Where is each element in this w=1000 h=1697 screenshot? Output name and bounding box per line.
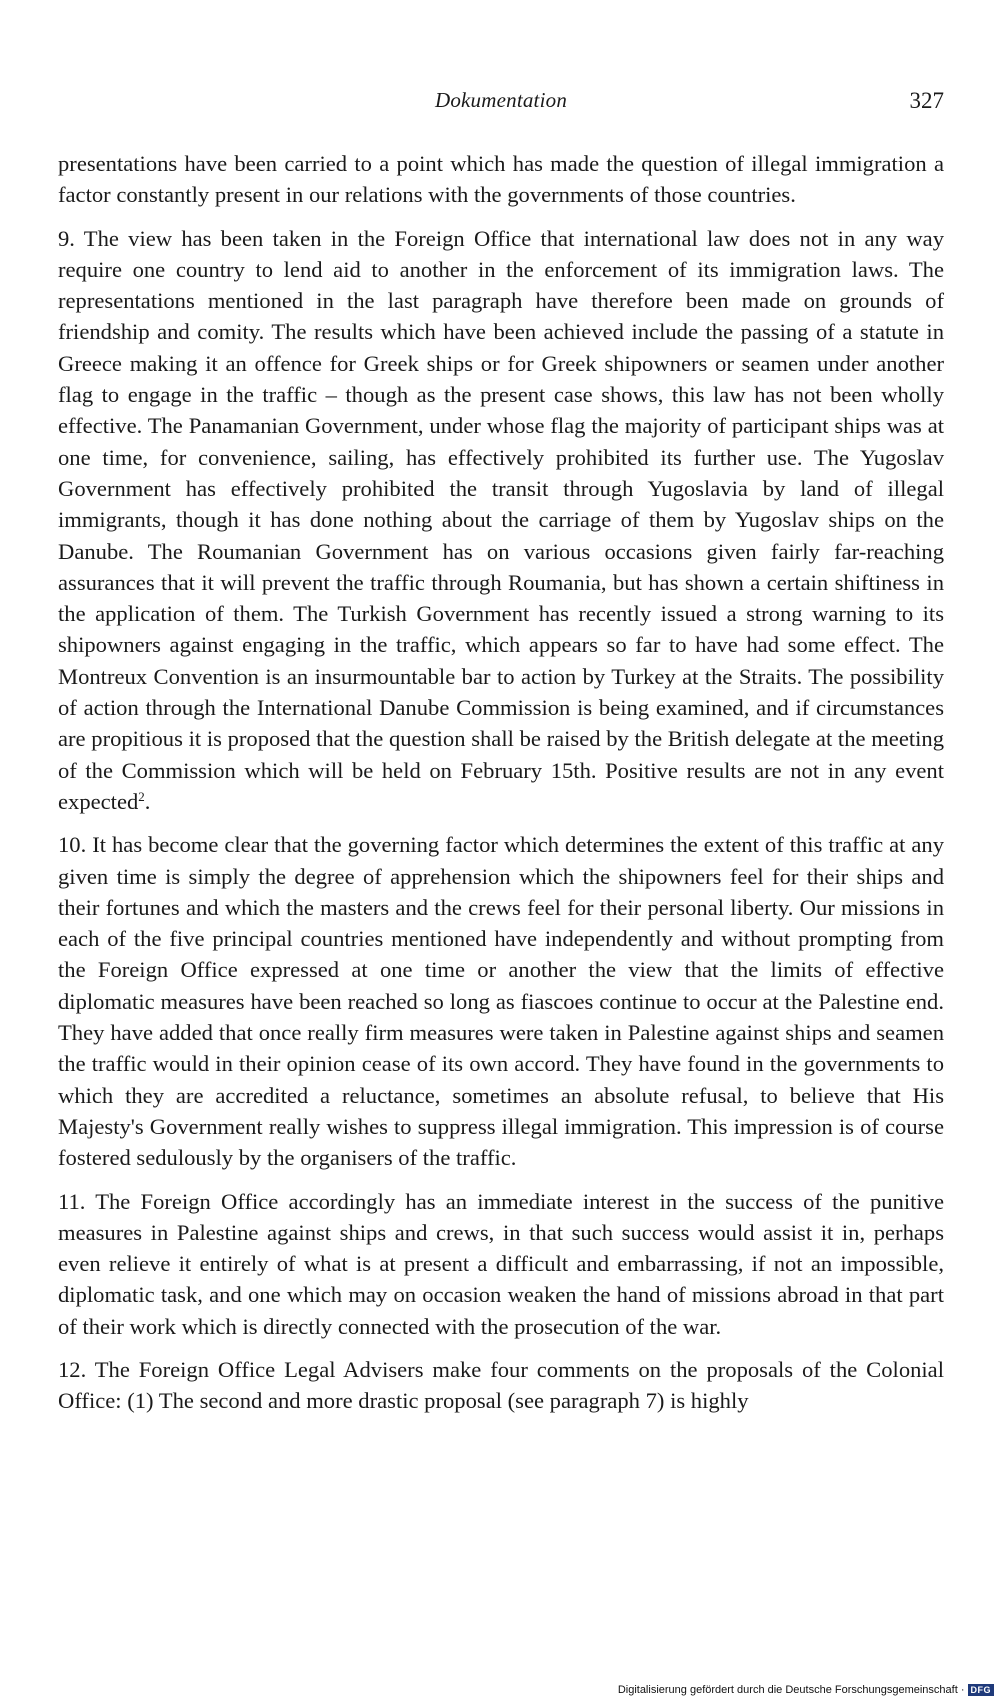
credit-text: Digitalisierung gefördert durch die Deutsche Forschungsgemeinschaft · bbox=[617, 1684, 965, 1696]
paragraph-10: 10. It has become clear that the governing factor which determines the extent of this traffic at any given time is simply the degree of apprehension which the shipowners feel for their ships and their fortunes and which the masters and the crews feel for their personal liberty. Our missions in each of the five principal countries mentioned have independently and without prompting from the Foreign Office expressed at one time or another the view that the limits of effective diplomatic measures have been reached so long as fiascoes continue to occur at the Palestine end. They have added that once really firm measures were taken in Palestine against ships and seamen the traffic would in their opinion cease of its own accord. They have found in the governments to which they are accredited a reluctance, sometimes an absolute refusal, to believe that His Majesty's Government really wishes to suppress illegal immigration. This impression is of course fostered sedulously by the organisers of the traffic. bbox=[58, 832, 944, 1171]
paragraph-9: 9. The view has been taken in the Foreign Office that international law does not in any way require one country to lend aid to another in the enforcement of its immigration laws. The representations mentioned in the last paragraph have therefore been made on grounds of friendship and comity. The results which have been achieved include the passing of a statute in Greece making it an offence for Greek ships or for Greek shipowners or seamen under another flag to engage in the traffic – though as the present case shows, this law has not been wholly effective. The Panamanian Government, under whose flag the majority of participant ships was at one time, for convenience, sailing, has effectively prohibited its further use. The Yugoslav Government has effectively prohibited the transit through Yugoslavia by land of illegal immigrants, though it has done nothing about the carriage of them by Yugoslav ships on the Danube. The Roumanian Government has on various occasions given fairly far-reaching assurances that it will prevent the traffic through Roumania, but has shown a certain shiftiness in the application of them. The Turkish Government has recently issued a strong warning to its shipowners against engaging in the traffic, which appears so far to have had some effect. The Montreux Convention is an insurmountable bar to action by Turkey at the Straits. The possibility of action through the International Danube Commission is being examined, and if circumstances are propitious it is proposed that the question shall be raised by the British delegate at the meeting of the Commission which will be held on February 15th. Positive results are not in any event expected$^2$. bbox=[58, 225, 944, 814]
page-number: 327 bbox=[909, 88, 944, 113]
dfg-logo: DFG bbox=[968, 1684, 995, 1696]
paragraph-12: 12. The Foreign Office Legal Advisers make four comments on the proposals of the Colonial Office: (1) The second and more drastic proposal (see paragraph 7) is highly bbox=[58, 1356, 944, 1414]
digitization-credit bbox=[618, 1683, 994, 1697]
running-head bbox=[58, 88, 944, 120]
body-text bbox=[58, 148, 944, 1429]
footnote-ref: 2 bbox=[138, 788, 145, 804]
paragraph-11: 11. The Foreign Office accordingly has an immediate interest in the success of the punitive measures in Palestine against ships and crews, in that such success would assist it in, perhaps even relieve it entirely of what is at present a difficult and embarrassing, if not an impossible, diplomatic task, and one which may on occasion weaken the hand of missions abroad in that part of their work which is directly connected with the prosecution of the war. bbox=[58, 1188, 944, 1339]
paragraph-continuation: presentations have been carried to a point which has made the question of illegal immigration a factor constantly present in our relations with the governments of those countries. bbox=[58, 151, 944, 208]
running-title: Dokumentation bbox=[434, 88, 568, 112]
